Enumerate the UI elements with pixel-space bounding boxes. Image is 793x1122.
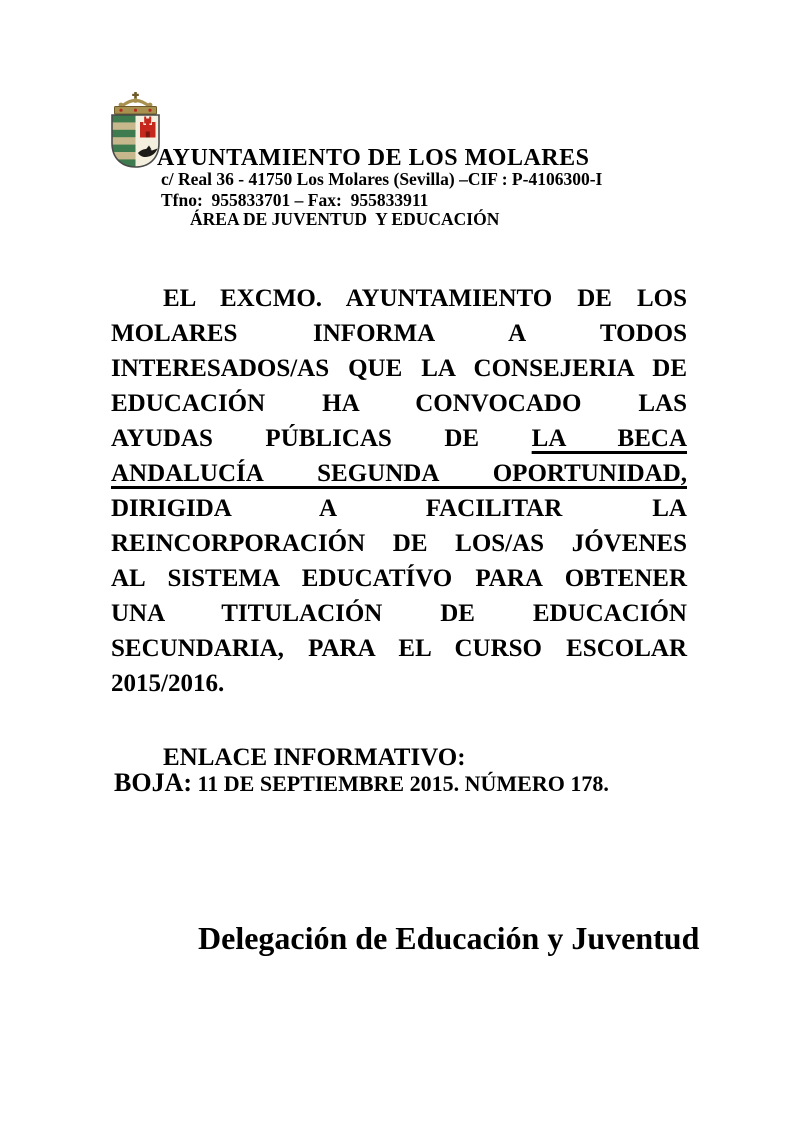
crown-icon	[115, 92, 157, 114]
coat-of-arms-icon	[109, 92, 162, 170]
body-line: UNA TITULACIÓN DE EDUCACIÓN	[111, 600, 687, 627]
announcement-paragraph	[111, 281, 687, 701]
shield-icon	[112, 115, 159, 167]
body-line: AL SISTEMA EDUCATÍVO PARA OBTENER	[111, 565, 687, 592]
shield-stripes	[112, 115, 136, 167]
boja-label: BOJA:	[114, 768, 192, 797]
body-line: EDUCACIÓN HA CONVOCADO LAS	[111, 390, 687, 417]
boja-reference	[114, 770, 609, 796]
body-line: INTERESADOS/AS QUE LA CONSEJERIA DE	[111, 355, 687, 382]
body-line: SECUNDARIA, PARA EL CURSO ESCOLAR	[111, 635, 687, 662]
org-address: c/ Real 36 - 41750 Los Molares (Sevilla) –CIF : P-4106300-I	[161, 169, 603, 189]
org-phone-fax: Tfno: 955833701 – Fax: 955833911	[161, 190, 429, 210]
info-heading: ENLACE INFORMATIVO:	[163, 744, 466, 771]
org-name: AYUNTAMIENTO DE LOS MOLARES	[157, 145, 590, 171]
body-line: REINCORPORACIÓN DE LOS/AS JÓVENES	[111, 530, 687, 557]
body-line: 2015/2016.	[111, 670, 225, 697]
body-line: MOLARES INFORMA A TODOS	[111, 320, 687, 347]
body-line: AYUDAS PÚBLICAS DE LA BECA	[111, 425, 688, 452]
org-department: ÁREA DE JUVENTUD Y EDUCACIÓN	[190, 209, 500, 229]
body-line: EL EXCMO. AYUNTAMIENTO DE LOS	[163, 285, 687, 312]
signature-line: Delegación de Educación y Juventud	[198, 920, 700, 956]
boja-date-number: 11 DE SEPTIEMBRE 2015. NÚMERO 178.	[192, 771, 609, 796]
body-line: DIRIGIDA A FACILITAR LA	[111, 495, 687, 522]
body-line: ANDALUCÍA SEGUNDA OPORTUNIDAD,	[111, 460, 687, 487]
